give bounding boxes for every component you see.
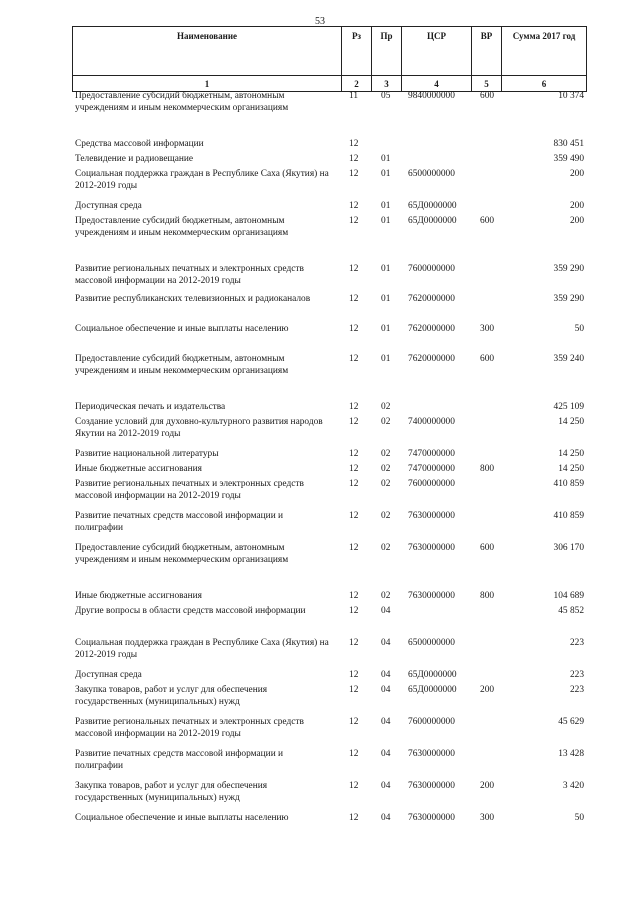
cell-csr: 7630000000 — [408, 591, 455, 601]
cell-pr: 01 — [381, 354, 391, 364]
cell-csr: 65Д0000000 — [408, 201, 457, 211]
cell-rz: 12 — [349, 479, 359, 489]
cell-rz: 11 — [349, 91, 359, 101]
cell-rz: 12 — [349, 781, 359, 791]
cell-csr: 65Д0000000 — [408, 216, 457, 226]
cell-rz: 12 — [349, 354, 359, 364]
cell-pr: 02 — [381, 417, 391, 427]
cell-pr: 02 — [381, 511, 391, 521]
cell-csr: 7620000000 — [408, 354, 455, 364]
column-header-pr: Пр — [372, 27, 402, 76]
cell-sum: 223 — [569, 670, 584, 680]
cell-name: Предоставление субсидий бюджетным, автономным учреждениям и иным некоммерческим организациям — [75, 91, 289, 113]
cell-csr: 7630000000 — [408, 781, 455, 791]
cell-name: Закупка товаров, работ и услуг для обеспечения государственных (муниципальных) нужд — [75, 685, 268, 707]
cell-csr: 7630000000 — [408, 543, 455, 553]
cell-sum: 14 250 — [558, 449, 584, 459]
cell-rz: 12 — [349, 294, 359, 304]
cell-csr: 7470000000 — [408, 464, 455, 474]
column-header-vr: ВР — [472, 27, 502, 76]
cell-name: Средства массовой информации — [75, 139, 204, 149]
cell-pr: 02 — [381, 479, 391, 489]
cell-sum: 45 852 — [558, 606, 584, 616]
cell-name: Доступная среда — [75, 670, 142, 680]
cell-name: Социальное обеспечение и иные выплаты населению — [75, 813, 289, 823]
cell-vr: 600 — [480, 91, 495, 101]
cell-csr: 7620000000 — [408, 324, 455, 334]
cell-sum: 200 — [569, 201, 584, 211]
cell-csr: 7600000000 — [408, 479, 455, 489]
cell-rz: 12 — [349, 154, 359, 164]
cell-vr: 300 — [480, 813, 495, 823]
cell-rz: 12 — [349, 511, 359, 521]
cell-name: Развитие региональных печатных и электронных средств массовой информации на 2012-2019 годы — [75, 264, 304, 286]
cell-sum: 200 — [569, 169, 584, 179]
table-header — [72, 26, 587, 92]
cell-pr: 02 — [381, 449, 391, 459]
cell-pr: 02 — [381, 591, 391, 601]
cell-sum: 3 420 — [562, 781, 584, 791]
cell-name: Социальная поддержка граждан в Республике Саха (Якутия) на 2012-2019 годы — [75, 169, 329, 191]
cell-pr: 04 — [381, 781, 391, 791]
cell-name: Социальное обеспечение и иные выплаты населению — [75, 324, 289, 334]
cell-rz: 12 — [349, 606, 359, 616]
cell-csr: 6500000000 — [408, 638, 455, 648]
cell-pr: 04 — [381, 717, 391, 727]
cell-vr: 600 — [480, 354, 495, 364]
cell-name: Закупка товаров, работ и услуг для обеспечения государственных (муниципальных) нужд — [75, 781, 268, 803]
cell-rz: 12 — [349, 813, 359, 823]
cell-csr: 6500000000 — [408, 169, 455, 179]
cell-rz: 12 — [349, 717, 359, 727]
column-number-3: 3 — [372, 76, 402, 92]
column-header-sum: Сумма 2017 год — [502, 27, 587, 76]
cell-rz: 12 — [349, 216, 359, 226]
cell-pr: 01 — [381, 154, 391, 164]
cell-pr: 04 — [381, 670, 391, 680]
cell-vr: 300 — [480, 324, 495, 334]
cell-name: Развитие региональных печатных и электронных средств массовой информации на 2012-2019 годы — [75, 479, 304, 501]
cell-name: Развитие национальной литературы — [75, 449, 219, 459]
cell-sum: 223 — [569, 638, 584, 648]
cell-rz: 12 — [349, 324, 359, 334]
column-header-name: Наименование — [73, 27, 342, 76]
cell-name: Другие вопросы в области средств массовой информации — [75, 606, 306, 616]
cell-csr: 7400000000 — [408, 417, 455, 427]
cell-rz: 12 — [349, 264, 359, 274]
cell-name: Предоставление субсидий бюджетным, автономным учреждениям и иным некоммерческим организациям — [75, 543, 289, 565]
cell-csr: 7630000000 — [408, 813, 455, 823]
cell-pr: 02 — [381, 464, 391, 474]
cell-sum: 104 689 — [553, 591, 584, 601]
cell-pr: 01 — [381, 264, 391, 274]
cell-rz: 12 — [349, 201, 359, 211]
cell-pr: 02 — [381, 402, 391, 412]
cell-sum: 14 250 — [558, 417, 584, 427]
cell-rz: 12 — [349, 449, 359, 459]
cell-name: Развитие печатных средств массовой информации и полиграфии — [75, 749, 284, 771]
cell-name: Иные бюджетные ассигнования — [75, 591, 202, 601]
cell-sum: 359 290 — [553, 294, 584, 304]
cell-pr: 04 — [381, 606, 391, 616]
cell-sum: 359 240 — [553, 354, 584, 364]
cell-sum: 830 451 — [553, 139, 584, 149]
cell-rz: 12 — [349, 638, 359, 648]
cell-sum: 223 — [569, 685, 584, 695]
page-number: 53 — [315, 16, 325, 27]
cell-name: Предоставление субсидий бюджетным, автономным учреждениям и иным некоммерческим организациям — [75, 354, 289, 376]
cell-name: Иные бюджетные ассигнования — [75, 464, 202, 474]
cell-rz: 12 — [349, 169, 359, 179]
cell-sum: 359 290 — [553, 264, 584, 274]
cell-sum: 359 490 — [553, 154, 584, 164]
cell-csr: 65Д0000000 — [408, 685, 457, 695]
cell-sum: 50 — [574, 324, 584, 334]
cell-sum: 306 170 — [553, 543, 584, 553]
cell-rz: 12 — [349, 139, 359, 149]
cell-name: Предоставление субсидий бюджетным, автономным учреждениям и иным некоммерческим организациям — [75, 216, 289, 238]
column-number-6: 6 — [502, 76, 587, 92]
cell-rz: 12 — [349, 685, 359, 695]
cell-sum: 410 859 — [553, 511, 584, 521]
cell-pr: 02 — [381, 543, 391, 553]
cell-pr: 04 — [381, 813, 391, 823]
cell-name: Развитие печатных средств массовой информации и полиграфии — [75, 511, 284, 533]
cell-pr: 01 — [381, 216, 391, 226]
cell-pr: 05 — [381, 91, 391, 101]
cell-rz: 12 — [349, 670, 359, 680]
cell-csr: 7470000000 — [408, 449, 455, 459]
cell-sum: 10 374 — [558, 91, 584, 101]
cell-vr: 800 — [480, 464, 495, 474]
cell-csr: 7630000000 — [408, 511, 455, 521]
column-number-2: 2 — [342, 76, 372, 92]
cell-name: Периодическая печать и издательства — [75, 402, 226, 412]
cell-sum: 13 428 — [558, 749, 584, 759]
cell-vr: 200 — [480, 781, 495, 791]
cell-pr: 01 — [381, 169, 391, 179]
cell-name: Социальная поддержка граждан в Республике Саха (Якутия) на 2012-2019 годы — [75, 638, 329, 660]
cell-rz: 12 — [349, 749, 359, 759]
cell-csr: 7630000000 — [408, 749, 455, 759]
cell-name: Развитие республиканских телевизионных и радиоканалов — [75, 294, 311, 304]
cell-csr: 7620000000 — [408, 294, 455, 304]
cell-name: Создание условий для духовно-культурного развития народов Якутии на 2012-2019 годы — [75, 417, 323, 439]
cell-rz: 12 — [349, 543, 359, 553]
column-header-csr: ЦСР — [402, 27, 472, 76]
cell-pr: 01 — [381, 294, 391, 304]
column-number-4: 4 — [402, 76, 472, 92]
cell-rz: 12 — [349, 402, 359, 412]
cell-pr: 04 — [381, 685, 391, 695]
cell-csr: 7600000000 — [408, 717, 455, 727]
cell-sum: 425 109 — [553, 402, 584, 412]
cell-sum: 45 629 — [558, 717, 584, 727]
cell-pr: 01 — [381, 324, 391, 334]
cell-rz: 12 — [349, 417, 359, 427]
cell-vr: 200 — [480, 685, 495, 695]
cell-sum: 50 — [574, 813, 584, 823]
cell-sum: 14 250 — [558, 464, 584, 474]
cell-csr: 7600000000 — [408, 264, 455, 274]
cell-rz: 12 — [349, 464, 359, 474]
cell-sum: 200 — [569, 216, 584, 226]
cell-name: Телевидение и радиовещание — [75, 154, 194, 164]
cell-sum: 410 859 — [553, 479, 584, 489]
cell-csr: 9840000000 — [408, 91, 455, 101]
cell-rz: 12 — [349, 591, 359, 601]
cell-pr: 01 — [381, 201, 391, 211]
column-header-rz: Рз — [342, 27, 372, 76]
cell-pr: 04 — [381, 638, 391, 648]
cell-vr: 600 — [480, 543, 495, 553]
cell-name: Развитие региональных печатных и электронных средств массовой информации на 2012-2019 годы — [75, 717, 304, 739]
cell-pr: 04 — [381, 749, 391, 759]
cell-name: Доступная среда — [75, 201, 142, 211]
cell-vr: 800 — [480, 591, 495, 601]
cell-csr: 65Д0000000 — [408, 670, 457, 680]
column-number-1: 1 — [73, 76, 342, 92]
cell-vr: 600 — [480, 216, 495, 226]
column-number-5: 5 — [472, 76, 502, 92]
